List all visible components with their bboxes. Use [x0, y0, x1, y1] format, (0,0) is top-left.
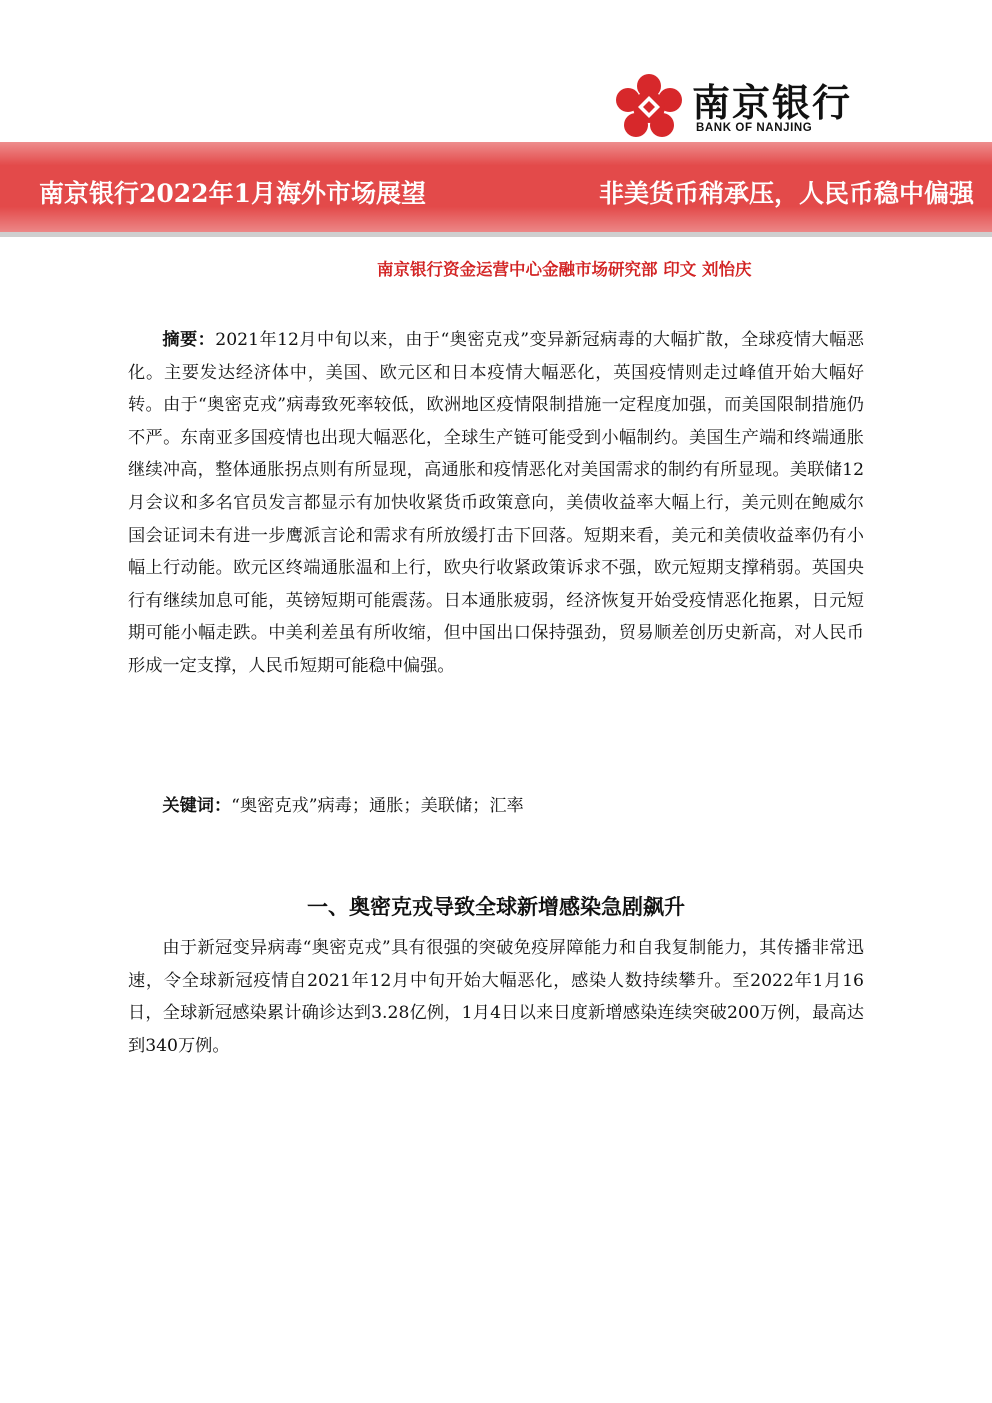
keywords-text: “奥密克戎”病毒；通胀；美联储；汇率 [231, 796, 524, 816]
keywords-line [128, 790, 864, 823]
author-line: 南京银行资金运营中心金融市场研究部 印文 刘怡庆 [377, 260, 752, 279]
report-subtitle: 非美货币稍承压，人民币稳中偏强 [598, 179, 974, 208]
bank-logo-flower-icon [612, 70, 686, 142]
section-paragraph: 由于新冠变异病毒“奥密克戎”具有很强的突破免疫屏障能力和自我复制能力，其传播非常迅速，令全球新冠疫情自2021年12月中旬开始大幅恶化，感染人数持续攀升。至2022年1月16日，全球新冠感染累计确诊达到3.28亿例，1月4日以来日度新增感染连续突破200万例，最高达到340万例。 [128, 938, 864, 1056]
abstract-paragraph [128, 324, 864, 683]
abstract-text: 2021年12月中旬以来，由于“奥密克戎”变异新冠病毒的大幅扩散，全球疫情大幅恶化。主要发达经济体中，美国、欧元区和日本疫情大幅恶化，英国疫情则走过峰值开始大幅好转。由于“奥密克戎”病毒致死率较低，欧洲地区疫情限制措施一定程度加强，而美国限制措施仍不严。东南亚多国疫情也出现大幅恶化，全球生产链可能受到小幅制约。美国生产端和终端通胀继续冲高，整体通胀拐点则有所显现，高通胀和疫情恶化对美国需求的制约有所显现。美联储12月会议和多名官员发言都显示有加快收紧货币政策意向，美债收益率大幅上行，美元则在鲍威尔国会证词未有进一步鹰派言论和需求有所放缓打击下回落。短期来看，美元和美债收益率仍有小幅上行动能。欧元区终端通胀温和上行，欧央行收紧政策诉求不强，欧元短期支撑稍弱。英国央行有继续加息可能，英镑短期可能震荡。日本通胀疲弱，经济恢复开始受疫情恶化拖累，日元短期可能小幅走跌。中美利差虽有所收缩，但中国出口保持强劲，贸易顺差创历史新高，对人民币形成一定支撑，人民币短期可能稳中偏强。 [128, 330, 864, 676]
bank-name-cn: 南京银行 [692, 81, 853, 125]
section-heading: 一、奥密克戎导致全球新增感染急剧飙升 [307, 895, 685, 919]
bank-name-en: BANK OF NANJING [696, 122, 813, 134]
report-title: 南京银行2022年1月海外市场展望 [39, 179, 426, 208]
keywords-label: 关键词： [162, 796, 232, 816]
title-banner [0, 142, 992, 232]
abstract-label: 摘要： [162, 330, 216, 350]
banner-divider [0, 232, 992, 237]
bank-logo [612, 70, 872, 142]
